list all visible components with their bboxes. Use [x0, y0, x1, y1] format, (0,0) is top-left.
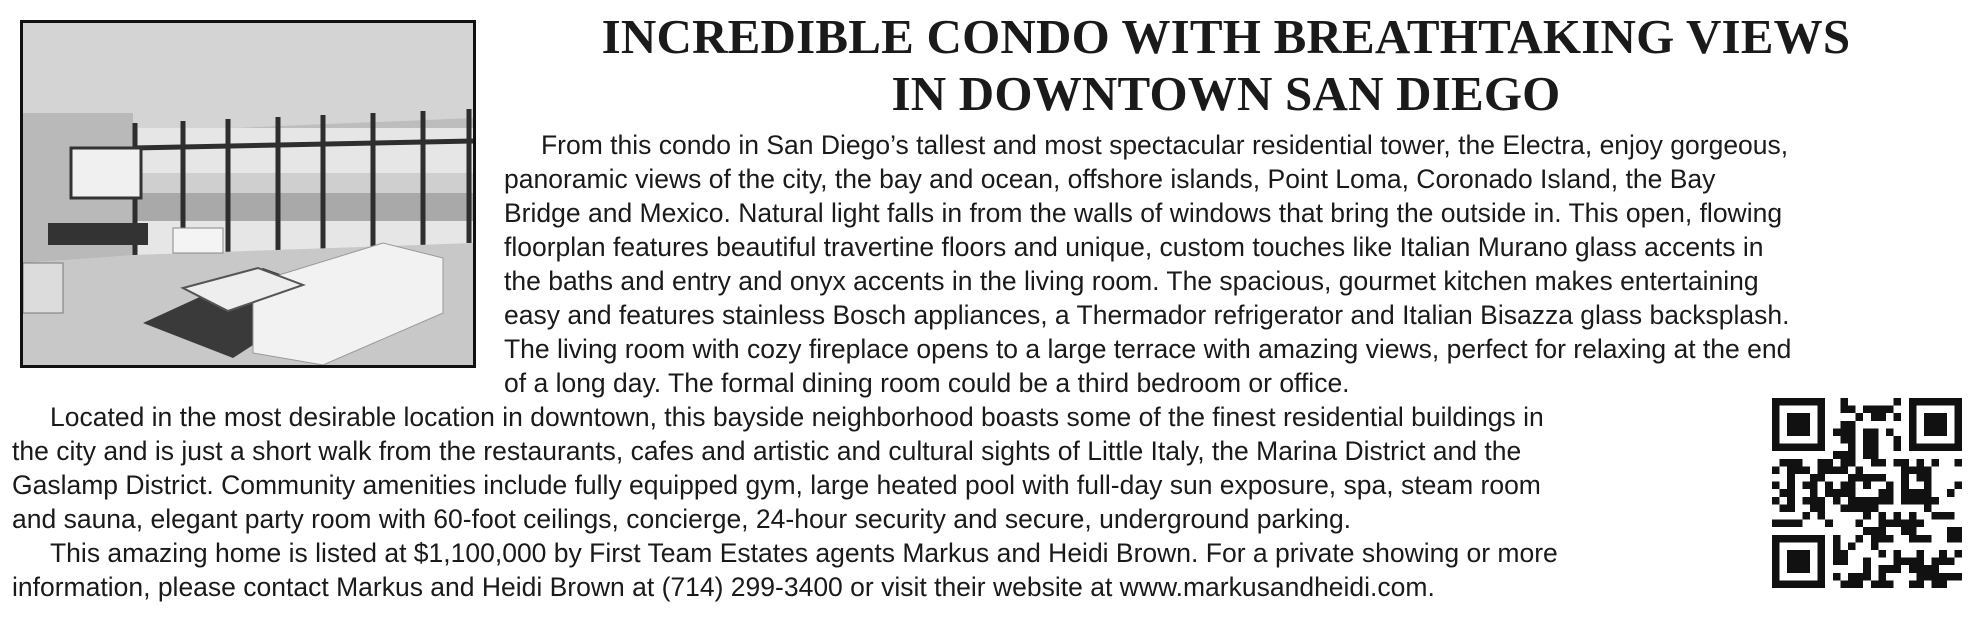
paragraph-line: of a long day. The formal dining room could be a third bedroom or office.: [504, 368, 1350, 398]
paragraph-line: The living room with cozy fireplace opens to a large terrace with amazing views, perfect for relaxing at the end: [504, 334, 1792, 364]
paragraph-line: From this condo in San Diego’s tallest and most spectacular residential tower, the Electra, enjoy gorgeous,: [541, 130, 1789, 160]
condo-photo: [20, 20, 476, 368]
paragraph-line: and sauna, elegant party room with 60-foot ceilings, concierge, 24-hour security and secure, underground parking.: [12, 504, 1352, 534]
paragraph-line: the city and is just a short walk from the restaurants, cafes and artistic and cultural sights of Little Italy, the Marina District and the: [12, 436, 1522, 466]
headline: [496, 8, 1956, 122]
qr-code-icon: [1772, 398, 1962, 588]
paragraph-line: Gaslamp District. Community amenities include fully equipped gym, large heated pool with full-day sun exposure, spa, steam room: [12, 470, 1541, 500]
paragraph-line: information, please contact Markus and Heidi Brown at (714) 299-3400 or visit their website at www.markusandheidi.com.: [12, 572, 1435, 602]
headline-line-2: IN DOWNTOWN SAN DIEGO: [891, 66, 1561, 121]
living-room-image: [23, 23, 473, 365]
headline-line-1: INCREDIBLE CONDO WITH BREATHTAKING VIEWS: [601, 9, 1851, 64]
paragraph-line: easy and features stainless Bosch appliances, a Thermador refrigerator and Italian Bisazza glass backsplash.: [504, 300, 1790, 330]
paragraph-line: Located in the most desirable location in downtown, this bayside neighborhood boasts some of the finest residential buildings in: [50, 402, 1544, 432]
paragraph-line: Bridge and Mexico. Natural light falls in from the walls of windows that bring the outside in. This open, flowing: [504, 198, 1783, 228]
qr-code-graphic: [1772, 398, 1962, 588]
paragraph-line: This amazing home is listed at $1,100,000 by First Team Estates agents Markus and Heidi Brown. For a private showing or more: [50, 538, 1558, 568]
paragraph-line: the baths and entry and onyx accents in the living room. The spacious, gourmet kitchen makes entertaining: [504, 266, 1759, 296]
paragraph-line: floorplan features beautiful travertine floors and unique, custom touches like Italian Murano glass accents in: [504, 232, 1764, 262]
paragraph-line: panoramic views of the city, the bay and ocean, offshore islands, Point Loma, Coronado Island, the Bay: [504, 164, 1716, 194]
